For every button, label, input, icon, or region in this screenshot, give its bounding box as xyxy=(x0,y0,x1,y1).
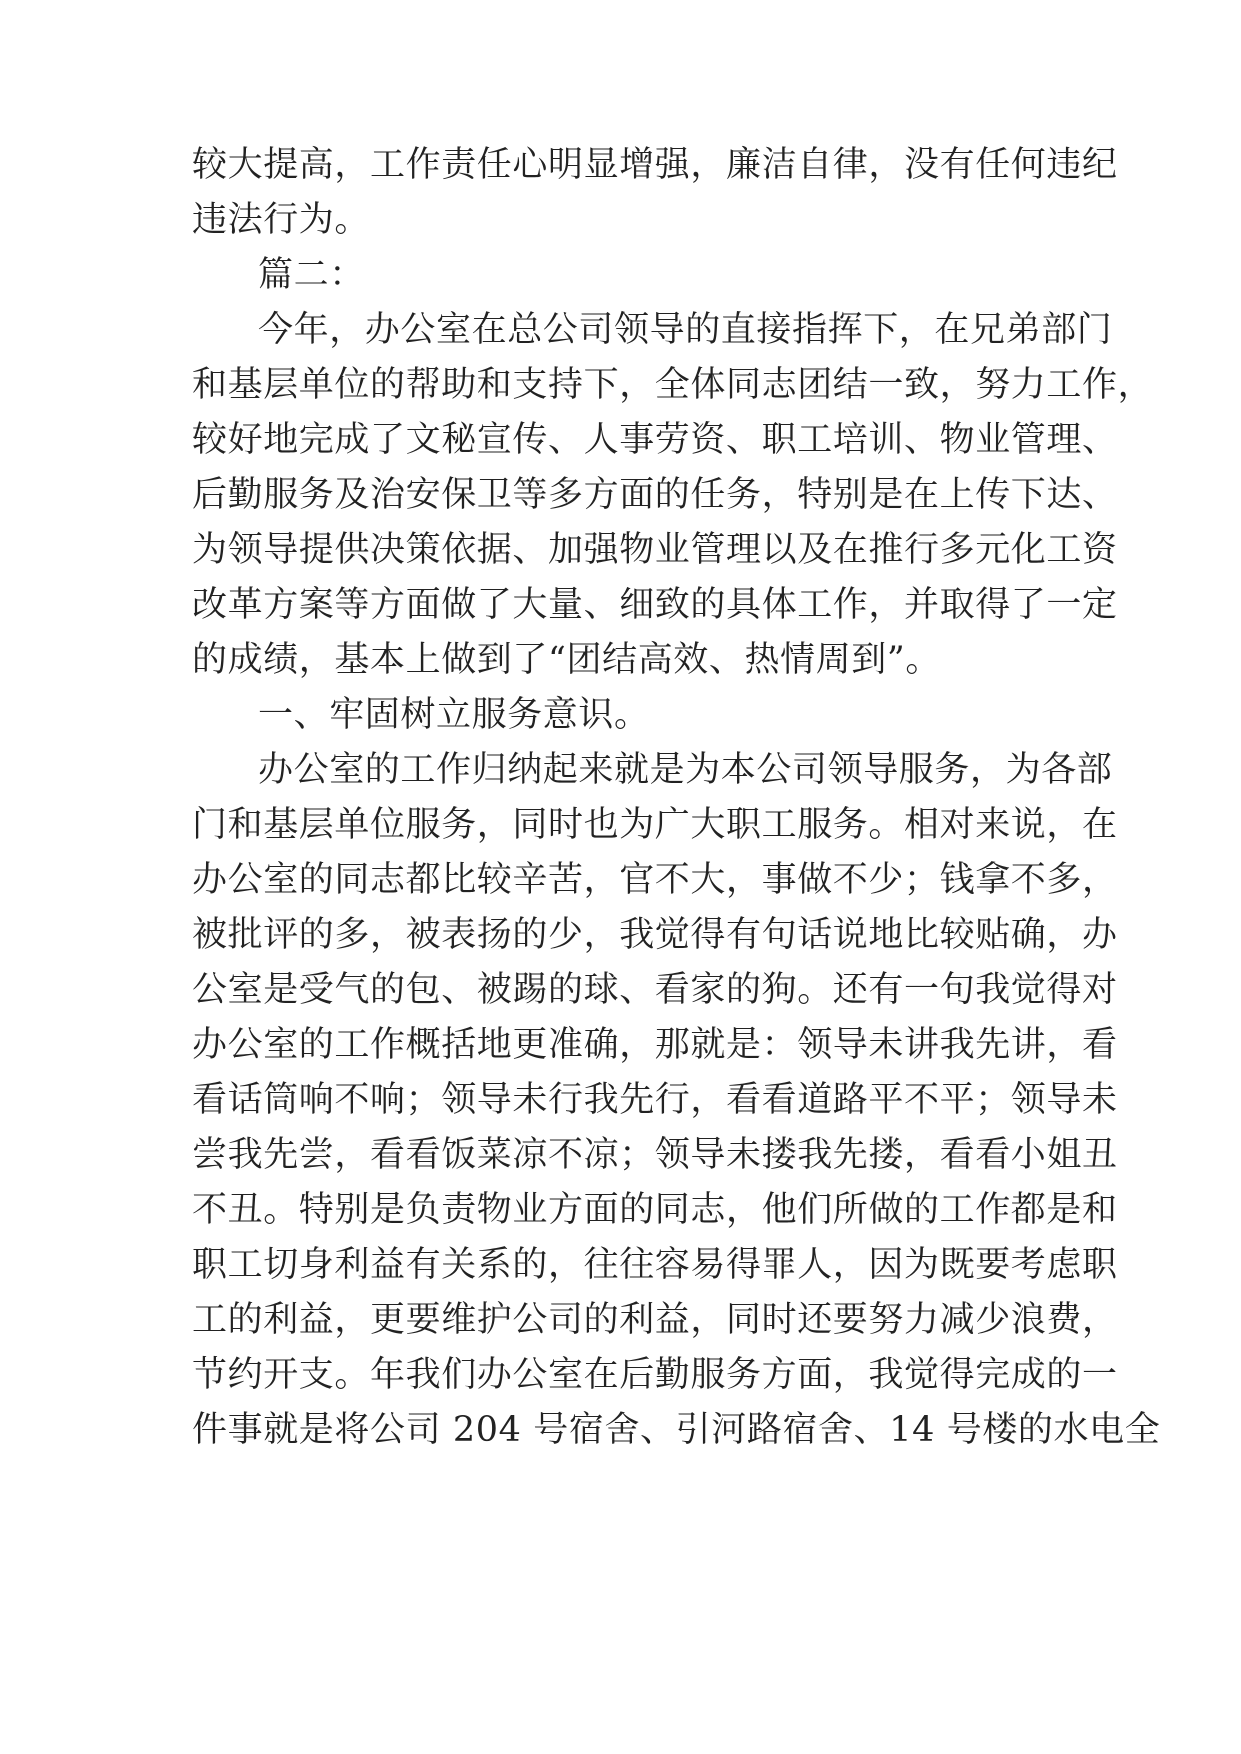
paragraph-line: 较大提高，工作责任心明显增强，廉洁自律，没有任何违纪 xyxy=(192,145,1118,185)
paragraph-line: 工的利益，更要维护公司的利益，同时还要努力减少浪费， xyxy=(192,1300,1118,1340)
paragraph-line: 尝我先尝，看看饭菜凉不凉；领导未搂我先搂，看看小姐丑 xyxy=(192,1135,1118,1175)
paragraph-line: 公室是受气的包、被踢的球、看家的狗。还有一句我觉得对 xyxy=(192,970,1118,1010)
paragraph-line: 不丑。特别是负责物业方面的同志，他们所做的工作都是和 xyxy=(192,1190,1118,1230)
paragraph-line: 办公室的工作归纳起来就是为本公司领导服务，为各部 xyxy=(258,750,1113,790)
paragraph-line: 的成绩，基本上做到了“团结高效、热情周到”。 xyxy=(192,640,941,680)
section-heading: 一、牢固树立服务意识。 xyxy=(258,695,650,735)
paragraph-line: 被批评的多，被表扬的少，我觉得有句话说地比较贴确，办 xyxy=(192,915,1118,955)
paragraph-line: 违法行为。 xyxy=(192,200,371,240)
paragraph-line: 后勤服务及治安保卫等多方面的任务，特别是在上传下达、 xyxy=(192,475,1118,515)
paragraph-line: 办公室的工作概括地更准确，那就是：领导未讲我先讲，看 xyxy=(192,1025,1118,1065)
paragraph-line: 门和基层单位服务，同时也为广大职工服务。相对来说，在 xyxy=(192,805,1118,845)
section-heading: 篇二： xyxy=(258,255,365,295)
paragraph-line: 件事就是将公司 204 号宿舍、引河路宿舍、14 号楼的水电全 xyxy=(192,1410,1161,1450)
paragraph-line: 节约开支。年我们办公室在后勤服务方面，我觉得完成的一 xyxy=(192,1355,1118,1395)
paragraph-line: 看话筒响不响；领导未行我先行，看看道路平不平；领导未 xyxy=(192,1080,1118,1120)
paragraph-line: 和基层单位的帮助和支持下，全体同志团结一致，努力工作， xyxy=(192,365,1154,405)
paragraph-line: 改革方案等方面做了大量、细致的具体工作，并取得了一定 xyxy=(192,585,1118,625)
paragraph-line: 今年，办公室在总公司领导的直接指挥下，在兄弟部门 xyxy=(258,310,1113,350)
paragraph-line: 职工切身利益有关系的，往往容易得罪人，因为既要考虑职 xyxy=(192,1245,1118,1285)
paragraph-line: 为领导提供决策依据、加强物业管理以及在推行多元化工资 xyxy=(192,530,1118,570)
paragraph-line: 较好地完成了文秘宣传、人事劳资、职工培训、物业管理、 xyxy=(192,420,1118,460)
paragraph-line: 办公室的同志都比较辛苦，官不大，事做不少；钱拿不多， xyxy=(192,860,1118,900)
